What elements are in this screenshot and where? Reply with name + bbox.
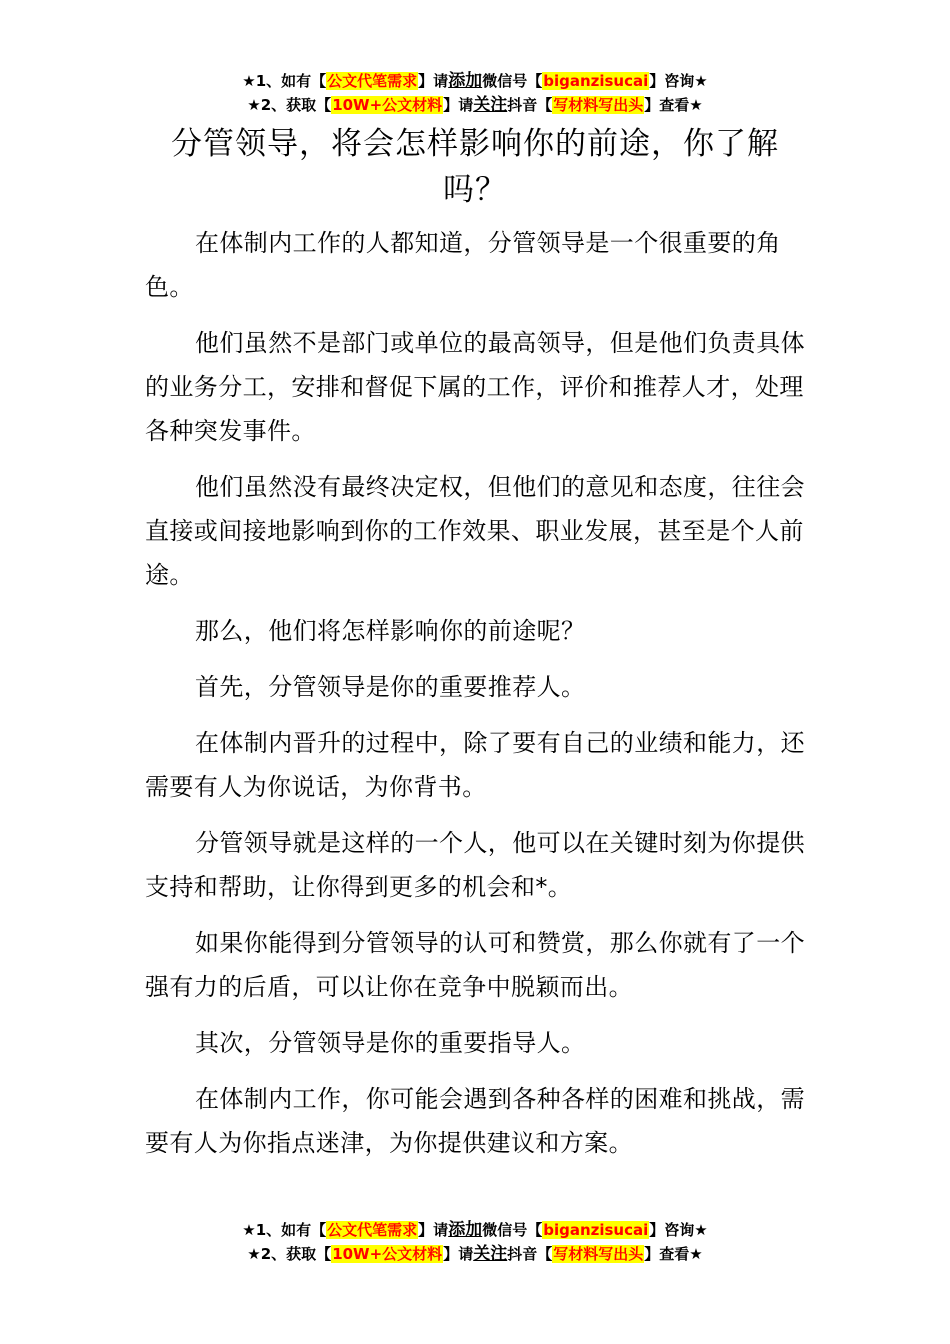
paragraph: 在体制内晋升的过程中，除了要有自己的业绩和能力，还需要有人为你说话，为你背书。	[145, 729, 805, 801]
banner-line-1: ★1、如有【公文代笔需求】请添加微信号【biganzisucai】咨询★	[242, 71, 708, 91]
highlight-materials: 10W+公文材料	[332, 1245, 443, 1263]
douyin-account[interactable]: 写材料写出头	[553, 1245, 644, 1263]
emphasis-add: 添加	[448, 1220, 483, 1240]
paragraph: 那么，他们将怎样影响你的前途呢？	[195, 617, 586, 645]
bottom-banner	[0, 1218, 950, 1266]
highlight-materials: 10W+公文材料	[332, 96, 443, 114]
paragraph: 其次，分管领导是你的重要指导人。	[195, 1029, 586, 1057]
banner-line-1: ★1、如有【公文代笔需求】请添加微信号【biganzisucai】咨询★	[242, 1220, 708, 1240]
emphasis-follow: 关注	[473, 1244, 508, 1264]
emphasis-follow: 关注	[473, 95, 508, 115]
highlight-ghostwriting: 公文代笔需求	[327, 72, 418, 90]
paragraph: 在体制内工作，你可能会遇到各种各样的困难和挑战，需要有人为你指点迷津，为你提供建议和方案。	[145, 1085, 805, 1157]
paragraph: 分管领导就是这样的一个人，他可以在关键时刻为你提供支持和帮助，让你得到更多的机会和*。	[145, 829, 805, 901]
document-body	[145, 221, 820, 1177]
douyin-account[interactable]: 写材料写出头	[553, 96, 644, 114]
wechat-id[interactable]: biganzisucai	[543, 1221, 649, 1239]
paragraph: 他们虽然没有最终决定权，但他们的意见和态度，往往会直接或间接地影响到你的工作效果、职业发展，甚至是个人前途。	[145, 473, 805, 589]
highlight-ghostwriting: 公文代笔需求	[327, 1221, 418, 1239]
paragraph: 在体制内工作的人都知道，分管领导是一个很重要的角色。	[145, 229, 781, 301]
banner-line-2: ★2、获取【10W+公文材料】请关注抖音【写材料写出头】查看★	[247, 1244, 703, 1264]
document-title: 分管领导，将会怎样影响你的前途，你了解吗？	[171, 126, 779, 208]
paragraph: 首先，分管领导是你的重要推荐人。	[195, 673, 586, 701]
paragraph: 他们虽然不是部门或单位的最高领导，但是他们负责具体的业务分工，安排和督促下属的工作，评价和推荐人才，处理各种突发事件。	[145, 329, 805, 445]
emphasis-add: 添加	[448, 71, 483, 91]
wechat-id[interactable]: biganzisucai	[543, 72, 649, 90]
paragraph: 如果你能得到分管领导的认可和赞赏，那么你就有了一个强有力的后盾，可以让你在竞争中脱颖而出。	[145, 929, 805, 1001]
banner-line-2: ★2、获取【10W+公文材料】请关注抖音【写材料写出头】查看★	[247, 95, 703, 115]
top-banner	[0, 69, 950, 117]
